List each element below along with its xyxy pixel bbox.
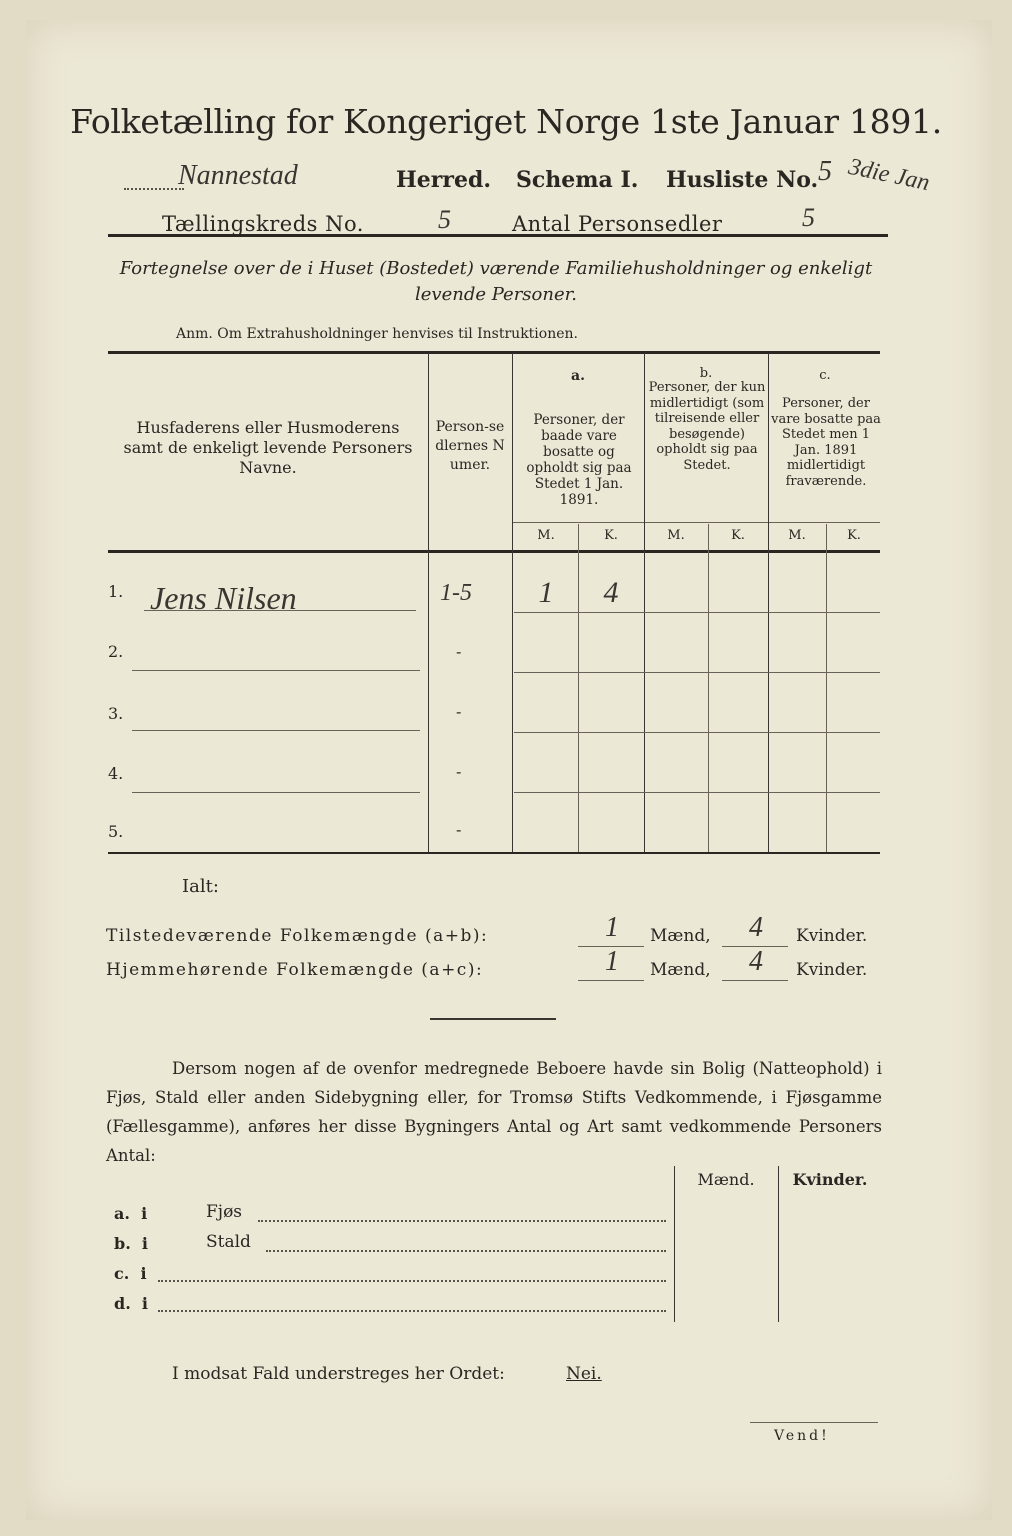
row-4-numer: - <box>456 762 462 781</box>
tilstede-maend: Mænd, <box>650 926 711 946</box>
row-3-numer: - <box>456 702 462 721</box>
row-4-number: 4. <box>108 764 124 783</box>
anm-note: Anm. Om Extrahusholdninger henvises til Instruktionen. <box>176 326 578 342</box>
col-divider-a-mk <box>578 524 579 852</box>
herred-label: Herred. <box>396 167 492 193</box>
row-4-a-rule <box>514 792 880 793</box>
ialt-label: Ialt: <box>182 876 219 897</box>
row-1-a-rule <box>514 612 880 613</box>
buildings-col-kvinder: Kvinder. <box>792 1170 868 1189</box>
table-bottom-rule <box>108 852 880 854</box>
col-c-m: M. <box>788 528 806 543</box>
kreds-value: 5 <box>438 205 451 234</box>
hjemme-maend: Mænd, <box>650 960 711 980</box>
row-2-a-rule <box>514 672 880 673</box>
building-c-dots <box>158 1280 666 1282</box>
col-a-letter: a. <box>571 368 585 384</box>
hjemme-k-line <box>722 980 788 981</box>
form-title: Folketælling for Kongeriget Norge 1ste Januar 1891. <box>70 102 942 141</box>
table-header-bottom-rule <box>108 550 880 553</box>
vend-rule <box>750 1422 878 1423</box>
hjemme-m-line <box>578 980 644 981</box>
building-a-letter: a. i <box>114 1204 148 1223</box>
col-c-header: Personer, der vare bosatte paa Stedet men 1 Jan. 1891 midlertidigt fraværende. <box>771 396 881 489</box>
row-3-a-rule <box>514 732 880 733</box>
row-1-numer: 1-5 <box>440 580 472 606</box>
census-form-page <box>26 20 992 1520</box>
col-c-letter: c. <box>819 368 831 383</box>
buildings-col-divider-2 <box>778 1166 779 1322</box>
col-b-letter: b. <box>699 366 713 381</box>
building-d-letter: d. i <box>114 1294 148 1313</box>
col-c-k: K. <box>847 528 861 543</box>
row-2-number: 2. <box>108 642 124 661</box>
building-a-dots <box>258 1220 666 1222</box>
building-b-dots <box>266 1250 666 1252</box>
schema-label: Schema I. <box>516 167 639 193</box>
col-divider-a <box>644 353 645 852</box>
col-divider-name <box>428 353 429 852</box>
col-name-header: Husfaderens eller Husmoderens samt de enkeligt levende Personers Navne. <box>123 418 413 477</box>
col-b-header: Personer, der kun midlertidigt (som tilreisende eller besøgende) opholdt sig paa Stedet. <box>648 380 766 473</box>
hjemme-m: 1 <box>605 946 619 977</box>
husliste-note: 3die Jan <box>846 153 932 197</box>
col-a-header: Personer, der baade vare bosatte og opholdt sig paa Stedet 1 Jan. 1891. <box>526 412 632 508</box>
intro-line2: levende Personer. <box>415 284 577 305</box>
hjemme-k: 4 <box>749 946 763 977</box>
col-a-k: K. <box>604 528 618 543</box>
row-1-name-line <box>144 610 416 611</box>
building-a-label: Fjøs <box>206 1202 243 1222</box>
row-4-line <box>132 792 420 793</box>
husliste-value: 5 <box>818 156 832 187</box>
husliste-label: Husliste No. <box>666 167 819 193</box>
row-3-number: 3. <box>108 704 124 723</box>
building-d-dots <box>158 1310 666 1312</box>
col-b-k: K. <box>731 528 745 543</box>
hjemme-kvinder: Kvinder. <box>796 960 868 980</box>
building-b-letter: b. i <box>114 1234 148 1253</box>
col-divider-c-mk <box>826 524 827 852</box>
section-separator <box>430 1018 556 1020</box>
row-5-numer: - <box>456 820 462 839</box>
hjemme-label: Hjemmehørende Folkemængde (a+c): <box>106 960 484 980</box>
personsedler-value: 5 <box>802 203 815 232</box>
tilstede-kvinder: Kvinder. <box>796 926 868 946</box>
building-c-letter: c. i <box>114 1264 147 1283</box>
col-numer-header: Person-sedlernes Numer. <box>435 419 505 473</box>
row-5-number: 5. <box>108 822 124 841</box>
buildings-paragraph: Dersom nogen af de ovenfor medregnede Beboere havde sin Bolig (Natteophold) i Fjøs, Stald eller anden Sidebygning eller, for Tromsø Stifts Vedkommende, i Fjøsgamme (Fællesgamme), anføres her disse Bygningers Antal og Art samt vedkommende Personers Antal: <box>106 1059 882 1165</box>
row-1-name: Jens Nilsen <box>150 580 297 616</box>
row-1-a-m: 1 <box>538 576 554 609</box>
row-1-number: 1. <box>108 582 124 601</box>
tilstede-m: 1 <box>605 912 619 943</box>
modsat-label: I modsat Fald understreges her Ordet: <box>172 1364 505 1384</box>
kreds-label: Tællingskreds No. <box>162 212 364 236</box>
building-b-label: Stald <box>206 1232 251 1252</box>
herred-value: Nannestad <box>178 160 298 191</box>
col-divider-b <box>768 353 769 852</box>
table-subheader-rule <box>512 522 880 523</box>
personsedler-label: Antal Personsedler <box>512 212 723 236</box>
tilstede-label: Tilstedeværende Folkemængde (a+b): <box>106 926 489 946</box>
herred-dots <box>124 188 184 190</box>
tilstede-k: 4 <box>749 912 763 943</box>
buildings-col-maend: Mænd. <box>697 1170 755 1189</box>
intro-line1: Fortegnelse over de i Huset (Bostedet) værende Familiehusholdninger og enkeligt <box>119 258 873 279</box>
col-b-m: M. <box>667 528 685 543</box>
row-3-line <box>132 730 420 731</box>
row-2-numer: - <box>456 642 462 661</box>
header-rule <box>108 234 888 237</box>
col-a-m: M. <box>537 528 555 543</box>
vend-label: Vend! <box>774 1428 830 1444</box>
buildings-col-divider-1 <box>674 1166 675 1322</box>
nei-word: Nei. <box>566 1364 602 1384</box>
row-2-line <box>132 670 420 671</box>
col-divider-numer <box>512 353 513 852</box>
row-1-a-k: 4 <box>603 576 619 609</box>
col-divider-b-mk <box>708 524 709 852</box>
table-top-rule <box>108 351 880 354</box>
